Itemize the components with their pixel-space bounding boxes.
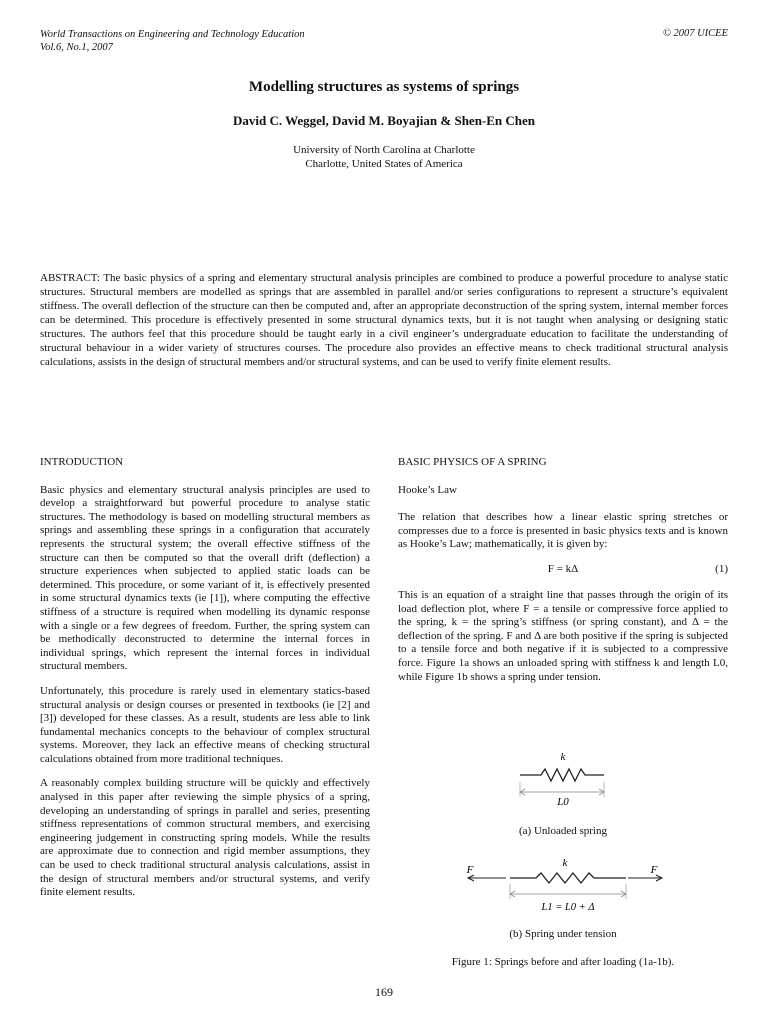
introduction-paragraph-2: Unfortunately, this procedure is rarely used in elementary statics-based structural analysis or design courses or presented in textbooks (ie [2] and [3]) developed for these classes. As a result, students are less able to link fundamental mechanics concepts to the behaviour of complex structural systems. Moreover, they lack an effective means of checking structural calculations obtained from more traditional techniques.: [40, 684, 370, 765]
affiliation: [0, 143, 768, 171]
spring-a-k-label: k: [560, 751, 566, 763]
abstract: ABSTRACT: The basic physics of a spring and elementary structural analysis principles are combined to produce a powerful procedure to analyse static structures. Structural members are modelled as springs that are assembled in parallel and/or series configurations to represent a structure’s equivalent stiffness. The overall deflection of the structure can then be computed and, after an appropriate deconstruction of the spring system, internal member forces can be determined. This procedure is effectively presented in some structural dynamics texts, but it is not taught when analysing or designing static structures. The authors feel that this procedure should be taught early in a civil engineer’s undergraduate education to facilitate the understanding of structural behaviour in a wider variety of structures courses. The procedure also provides an effective means to check traditional structural analysis calculations, assists in the design of structural members and/or structural systems, and can be used to verify finite element results.: [40, 272, 728, 368]
page-number: 169: [375, 985, 393, 999]
left-column: [40, 456, 370, 911]
introduction-heading: INTRODUCTION: [40, 456, 124, 468]
equation-number: (1): [715, 562, 728, 575]
basic-physics-paragraph-1: The relation that describes how a linear elastic spring stretches or compresses due to a force is presented in basic physics texts and is known as Hooke’s Law; mathematically, it is given by:: [398, 511, 728, 551]
introduction-paragraph-1: Basic physics and elementary structural analysis principles are used to develop a straightforward but powerful procedure to analyse static structures. The methodology is based on modelling structural members as springs and assembling these springs in a configuration that accurately represents the structural system; the overall effective stiffness of the structure can then be computed so that the overall drift (deflection) a structure experiences when subjected to applied static loads can be determined. This procedure, or some variant of it, is effectively presented in some structural dynamics texts (ie [1]), where computing the effective stiffness of a structure is required when modelling its dynamic response with a single or a few degrees of freedom. Further, the spring system can be methodically deconstructed to determine the internal forces in individual springs, which represent the internal forces in individual structural members.: [40, 483, 370, 673]
spring-b-coil: [510, 873, 626, 883]
equation-text: F = kΔ: [547, 562, 579, 575]
spring-b-length-label: L1 = L0 + Δ: [541, 902, 595, 913]
journal-name: World Transactions on Engineering and Technology Education: [40, 29, 305, 40]
journal-header: [40, 28, 305, 54]
paper-title: Modelling structures as systems of springs: [248, 79, 520, 95]
introduction-paragraph-3: A reasonably complex building structure will be quickly and effectively analysed in this paper after reviewing the simple physics of a spring, developing an understanding of springs in parallel and series, presenting stiffness representations of common structural members, and exercising engineering judgement in constructing spring models. While the results are approximate due to connection and rigid member assumptions, they can be used to check traditional structural analysis calculations, assist in the design of structural members and/or structural systems, and verify finite element results.: [40, 777, 370, 899]
figure-1-caption: Figure 1: Springs before and after loading (1a-1b).: [451, 956, 675, 968]
affiliation-university: University of North Carolina at Charlotte: [293, 144, 475, 156]
spring-b-force-left-label: F: [466, 864, 474, 876]
equation-1: [398, 563, 728, 577]
figure-caption-b: (b) Spring under tension: [509, 928, 617, 940]
copyright-notice: © 2007 UICEE: [662, 28, 728, 39]
paper-authors: David C. Weggel, David M. Boyajian & Shen-En Chen: [232, 113, 536, 128]
right-column: [398, 456, 728, 695]
figure-caption-a: (a) Unloaded spring: [519, 825, 607, 837]
basic-physics-paragraph-2: This is an equation of a straight line that passes through the origin of its load deflection plot, where F = a tensile or compressive force applied to the spring, k = the spring’s stiffness (or spring constant), and Δ = the deflection of the spring. F and Δ are both positive if the spring is subjected to a tensile force and both negative if it is subjected to a compressive force. Figure 1a shows an unloaded spring with stiffness k and length L0, while Figure 1b shows a spring under tension.: [398, 588, 728, 683]
spring-b-force-right-label: F: [650, 864, 658, 876]
affiliation-location: Charlotte, United States of America: [305, 158, 463, 170]
figure-unloaded-spring: [398, 745, 728, 810]
spring-a-coil: [520, 769, 604, 781]
spring-b-k-label: k: [562, 857, 568, 869]
spring-a-length-label: L0: [557, 796, 569, 808]
figure-spring-under-tension: [398, 852, 728, 918]
basic-physics-heading: BASIC PHYSICS OF A SPRING: [398, 456, 547, 468]
journal-volume: Vol.6, No.1, 2007: [40, 42, 113, 53]
hookes-law-subheading: Hooke’s Law: [398, 483, 457, 496]
